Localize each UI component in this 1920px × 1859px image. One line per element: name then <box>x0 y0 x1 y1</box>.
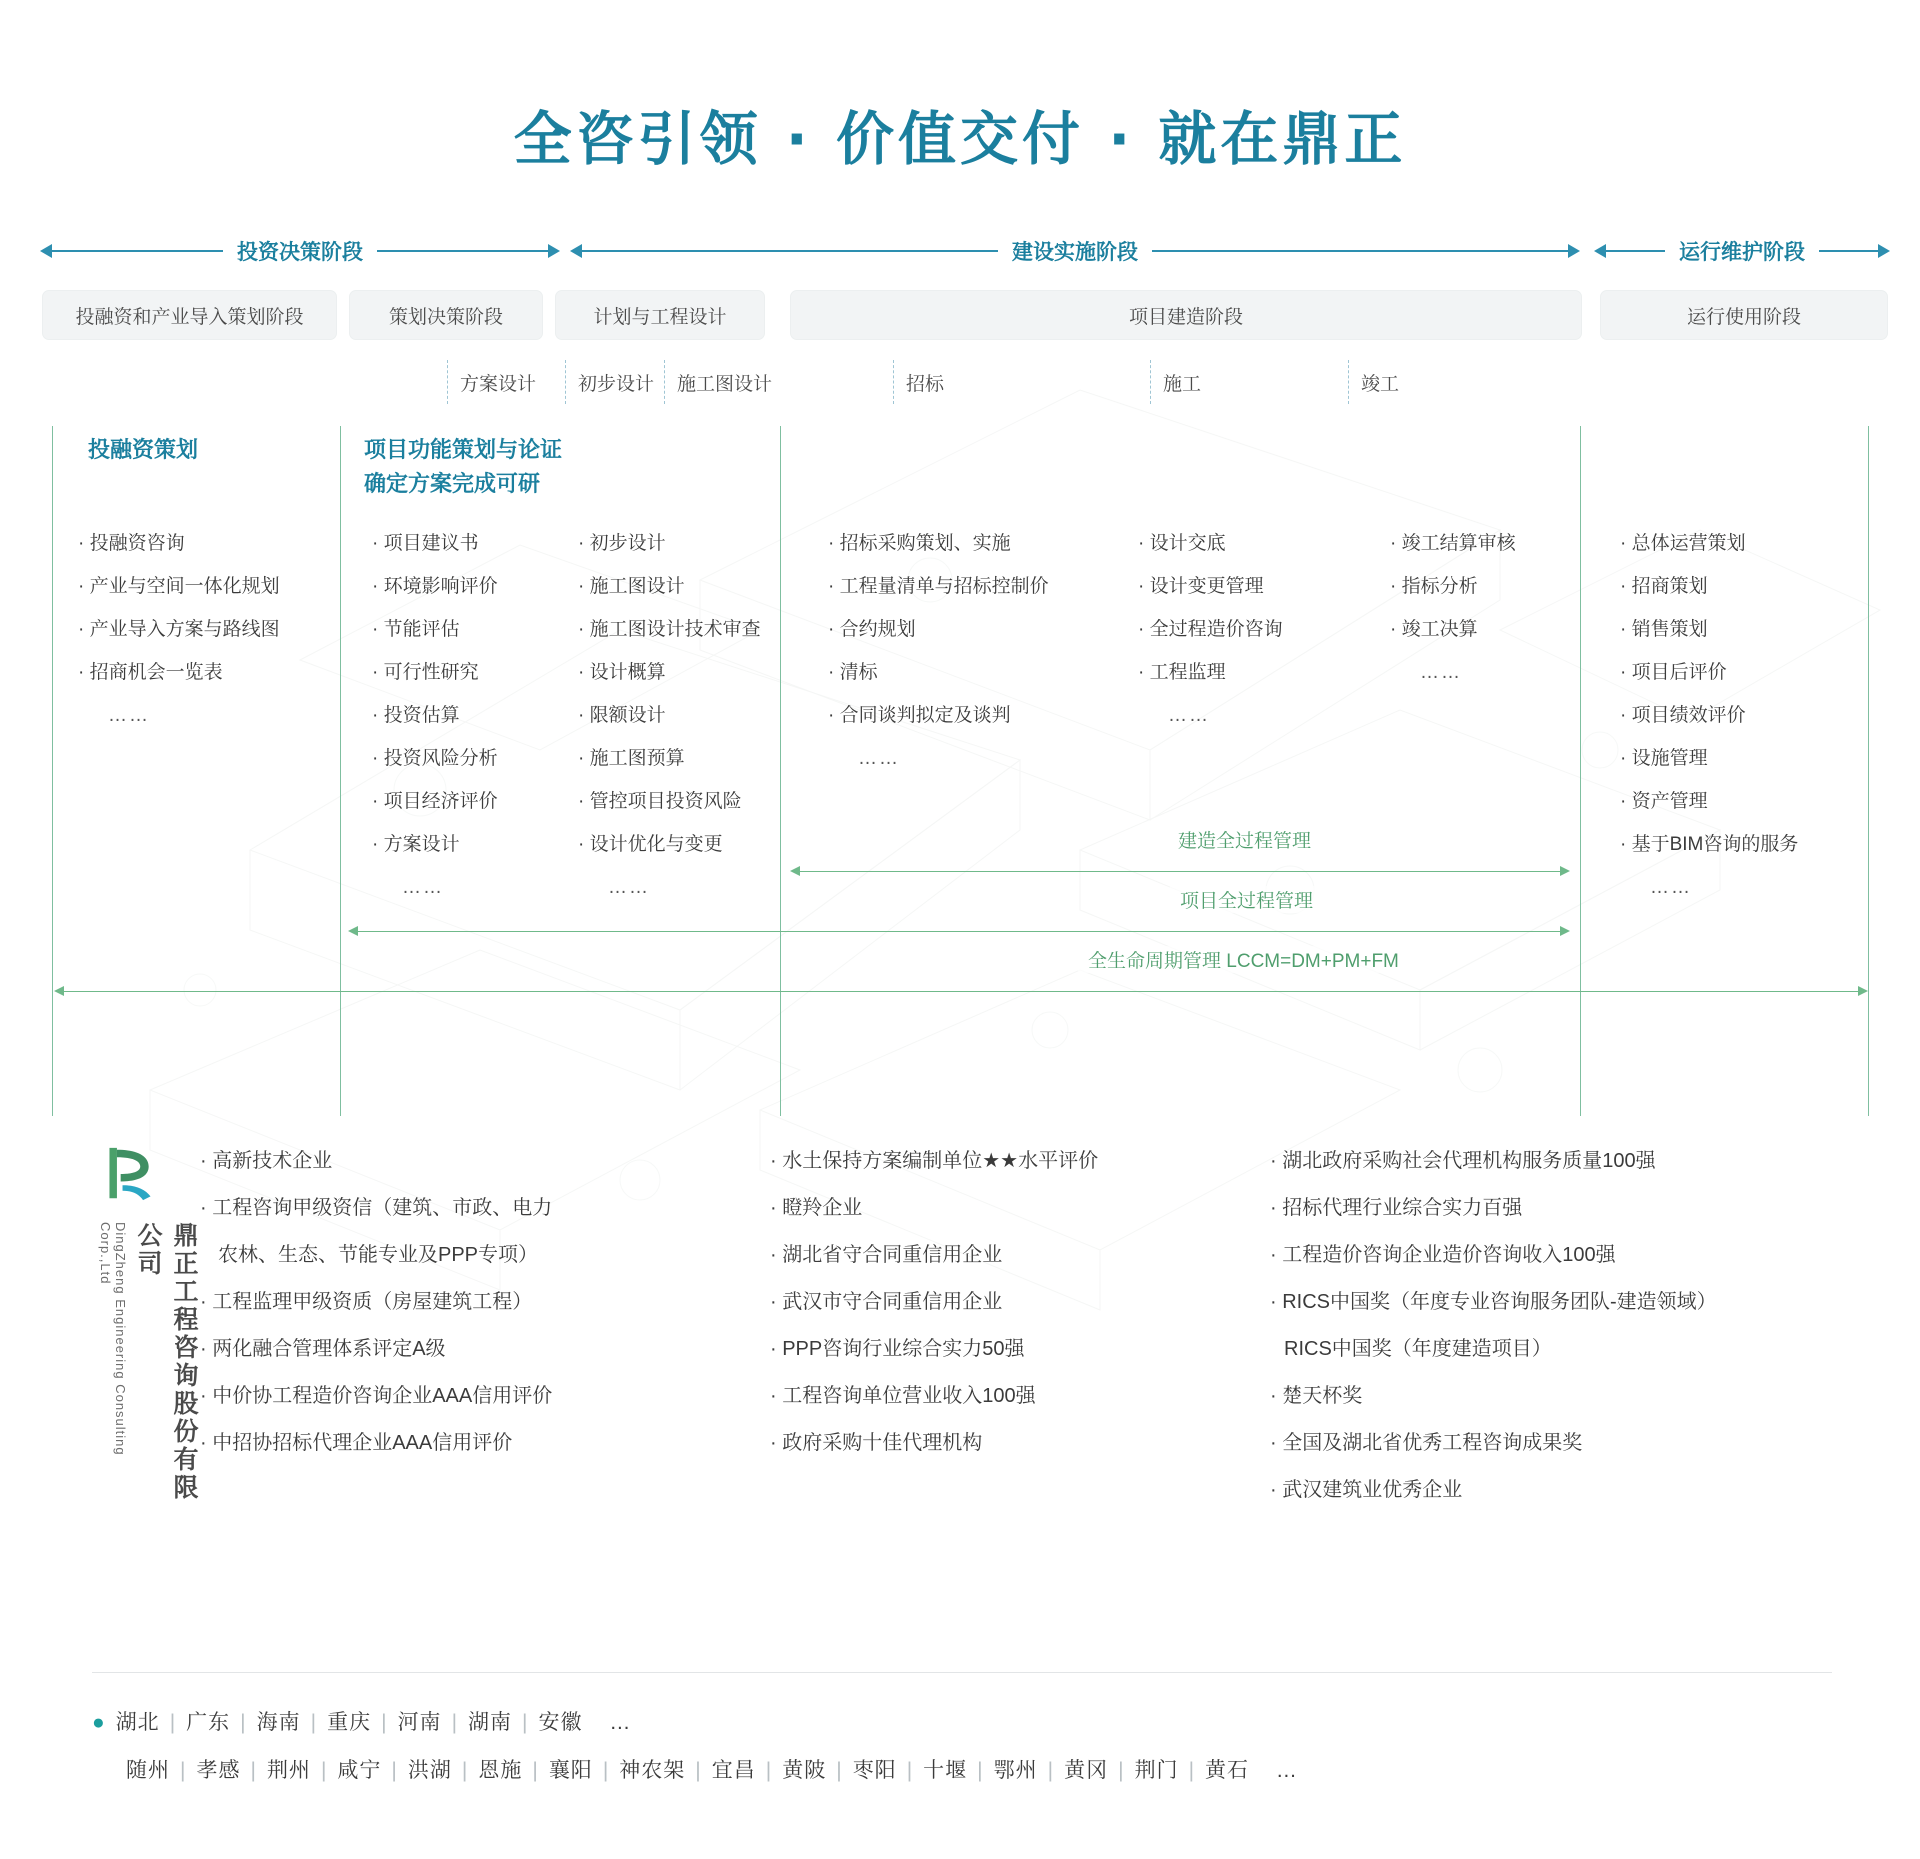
list-item: · 产业导入方案与路线图 <box>78 608 328 651</box>
province: 安徽 <box>538 1711 583 1734</box>
list-item: · 全过程造价咨询 <box>1138 608 1368 651</box>
phase-arrow-construction <box>570 234 1580 268</box>
list-item: · 全国及湖北省优秀工程咨询成果奖 <box>1270 1420 1890 1467</box>
column-items-construction <box>1138 522 1368 737</box>
arrow-line <box>582 250 998 252</box>
list-item: · 环境影响评价 <box>372 565 562 608</box>
substage-scheme-design[interactable] <box>447 360 536 404</box>
phase-arrow-investment <box>40 234 560 268</box>
arrow-right-cap-icon <box>1560 866 1570 876</box>
logo-mark-icon <box>102 1144 158 1204</box>
column-head-text: 投融资策划 <box>88 438 199 463</box>
list-item: · 瞪羚企业 <box>770 1185 1190 1232</box>
list-item: · 设计变更管理 <box>1138 565 1368 608</box>
list-item: · 合约规划 <box>828 608 1098 651</box>
separator: | <box>1118 1759 1125 1782</box>
list-item: · 基于BIM咨询的服务 <box>1620 823 1870 866</box>
footer-provinces <box>92 1699 1832 1747</box>
column-items-investment-planning <box>78 522 328 737</box>
stage-box-investment-financing[interactable] <box>42 290 337 340</box>
province-more: … <box>609 1711 632 1734</box>
arrow-line <box>1819 250 1878 252</box>
arrow-left-cap-icon <box>790 866 800 876</box>
list-item: · 湖北省守合同重信用企业 <box>770 1232 1190 1279</box>
list-item: · 楚天杯奖 <box>1270 1373 1890 1420</box>
city: 鄂州 <box>993 1759 1038 1782</box>
list-item: · 武汉建筑业优秀企业 <box>1270 1467 1890 1514</box>
arrow-left-cap-icon <box>570 244 582 258</box>
separator: | <box>250 1759 257 1782</box>
list-item: · 招标代理行业综合实力百强 <box>1270 1185 1890 1232</box>
arrow-left-cap-icon <box>1594 244 1606 258</box>
column-head-function-planning <box>364 434 562 502</box>
list-item: · 中价协工程造价咨询企业AAA信用评价 <box>200 1373 620 1420</box>
arrow-right-cap-icon <box>1858 986 1868 996</box>
stage-box-row <box>0 290 1920 346</box>
list-item: · 施工图预算 <box>578 737 788 780</box>
arrow-left-cap-icon <box>348 926 358 936</box>
list-item: · 设计交底 <box>1138 522 1368 565</box>
list-item: · 可行性研究 <box>372 651 562 694</box>
ellipsis: …… <box>402 877 444 898</box>
arrow-line <box>358 931 1560 932</box>
separator: | <box>1188 1759 1196 1782</box>
list-item: · 招商机会一览表 <box>78 651 328 694</box>
substage-label: 初步设计 <box>578 373 655 395</box>
city: 襄阳 <box>548 1759 593 1782</box>
arrow-line <box>64 991 1858 992</box>
list-item: · 施工图设计 <box>578 565 788 608</box>
city: 枣阳 <box>852 1759 897 1782</box>
stage-box-operation-use[interactable] <box>1600 290 1888 340</box>
phase-label: 建设实施阶段 <box>1012 240 1138 264</box>
list-item: · 投融资咨询 <box>78 522 328 565</box>
arrow-right-cap-icon <box>1568 244 1580 258</box>
column-head-investment-planning <box>88 434 198 468</box>
ellipsis: …… <box>1650 877 1692 898</box>
province: 广东 <box>186 1711 231 1734</box>
mgmt-label-construction-process: 建造全过程管理 <box>1168 826 1321 853</box>
stage-box-project-construction[interactable] <box>790 290 1582 340</box>
arrow-right-cap-icon <box>548 244 560 258</box>
footer <box>92 1672 1832 1795</box>
substage-label: 竣工 <box>1361 373 1400 395</box>
separator: | <box>381 1711 388 1734</box>
substage-construction[interactable] <box>1150 360 1201 404</box>
list-item: · 竣工决算 <box>1390 608 1590 651</box>
city: 孝感 <box>196 1759 241 1782</box>
city: 十堰 <box>923 1759 968 1782</box>
substage-completion[interactable] <box>1348 360 1399 404</box>
arrow-line <box>377 250 548 252</box>
separator: | <box>522 1711 529 1734</box>
list-item: · 限额设计 <box>578 694 788 737</box>
separator: | <box>310 1711 318 1734</box>
arrow-line <box>1152 250 1568 252</box>
city: 黄冈 <box>1064 1759 1109 1782</box>
substage-row <box>0 358 1920 420</box>
credentials-column-3 <box>1270 1138 1890 1514</box>
list-item: · 节能评估 <box>372 608 562 651</box>
separator: | <box>1047 1759 1055 1782</box>
separator: | <box>836 1759 843 1782</box>
separator: | <box>461 1759 469 1782</box>
phase-arrow-operation <box>1594 234 1890 268</box>
list-item: · 产业与空间一体化规划 <box>78 565 328 608</box>
list-item: · 项目经济评价 <box>372 780 562 823</box>
city: 宜昌 <box>711 1759 756 1782</box>
list-item: · 湖北政府采购社会代理机构服务质量100强 <box>1270 1138 1890 1185</box>
matrix-divider-left <box>52 426 53 1116</box>
arrow-line <box>1606 250 1665 252</box>
mgmt-label-lifecycle: 全生命周期管理 LCCM=DM+PM+FM <box>1078 946 1409 973</box>
separator: | <box>240 1711 247 1734</box>
stage-label: 计划与工程设计 <box>593 306 727 328</box>
credentials-column-2 <box>770 1138 1190 1467</box>
list-item: · 招商策划 <box>1620 565 1870 608</box>
mgmt-arrow-project-process <box>348 926 1570 936</box>
separator <box>583 1711 610 1734</box>
list-item: · 管控项目投资风险 <box>578 780 788 823</box>
province: 河南 <box>397 1711 442 1734</box>
separator: | <box>391 1759 398 1782</box>
city: 随州 <box>126 1759 170 1782</box>
arrow-line <box>52 250 223 252</box>
arrow-left-cap-icon <box>54 986 64 996</box>
list-item: 农林、生态、节能专业及PPP专项） <box>218 1244 539 1266</box>
mgmt-arrow-construction-process <box>790 866 1570 876</box>
list-item: · PPP咨询行业综合实力50强 <box>770 1326 1190 1373</box>
substage-bidding[interactable] <box>893 360 944 404</box>
province: 海南 <box>256 1711 301 1734</box>
separator: | <box>320 1759 328 1782</box>
list-item: · 两化融合管理体系评定A级 <box>200 1326 620 1373</box>
ellipsis: …… <box>858 748 900 769</box>
city: 荆门 <box>1134 1759 1179 1782</box>
separator: | <box>451 1711 459 1734</box>
substage-label: 施工图设计 <box>677 373 773 395</box>
list-item: · 项目后评价 <box>1620 651 1870 694</box>
separator: | <box>695 1759 702 1782</box>
list-item: · 资产管理 <box>1620 780 1870 823</box>
list-item: · 工程量清单与招标控制价 <box>828 565 1098 608</box>
city: 洪湖 <box>407 1759 452 1782</box>
list-item: · 政府采购十佳代理机构 <box>770 1420 1190 1467</box>
separator: | <box>169 1711 177 1734</box>
province: 湖北 <box>115 1711 160 1734</box>
stage-label: 运行使用阶段 <box>1686 306 1801 328</box>
list-item: · RICS中国奖（年度专业咨询服务团队-建造领域） <box>1270 1279 1890 1326</box>
page-title: 全咨引领 · 价值交付 · 就在鼎正 <box>513 105 1407 173</box>
list-item: · 总体运营策划 <box>1620 522 1870 565</box>
list-item: · 中招协招标代理企业AAA信用评价 <box>200 1420 620 1467</box>
list-item: · 合同谈判拟定及谈判 <box>828 694 1098 737</box>
service-matrix <box>0 426 1920 1116</box>
list-item: · 工程咨询甲级资信（建筑、市政、电力 <box>200 1185 620 1232</box>
substage-label: 施工 <box>1163 373 1202 395</box>
company-name-en: DingZheng Engineering Consulting Corp.,Ltd <box>98 1222 128 1456</box>
separator: | <box>602 1759 610 1782</box>
column-head-line1: 项目功能策划与论证 <box>364 438 563 463</box>
list-item: · 工程监理 <box>1138 651 1368 694</box>
credentials-section <box>0 1134 1920 1554</box>
arrow-right-cap-icon <box>1560 926 1570 936</box>
list-item: · 设计概算 <box>578 651 788 694</box>
separator: | <box>765 1759 773 1782</box>
list-item: · 施工图设计技术审查 <box>578 608 788 651</box>
stage-label: 项目建造阶段 <box>1128 306 1243 328</box>
list-item: · 高新技术企业 <box>200 1138 620 1185</box>
column-items-operation <box>1620 522 1870 909</box>
separator <box>1249 1759 1276 1782</box>
list-item: · 设计优化与变更 <box>578 823 788 866</box>
stage-box-plan-design[interactable] <box>555 290 765 340</box>
substage-label: 方案设计 <box>460 373 537 395</box>
city: 恩施 <box>478 1759 523 1782</box>
separator: | <box>180 1759 187 1782</box>
mgmt-label-project-process: 项目全过程管理 <box>1170 886 1323 913</box>
ellipsis: …… <box>608 877 650 898</box>
substage-preliminary-design[interactable] <box>565 360 654 404</box>
substage-label: 招标 <box>906 373 945 395</box>
ellipsis: …… <box>1420 662 1462 683</box>
arrow-right-cap-icon <box>1878 244 1890 258</box>
list-item: · 水土保持方案编制单位★★水平评价 <box>770 1138 1190 1185</box>
list-item: · 竣工结算审核 <box>1390 522 1590 565</box>
footer-cities <box>92 1747 1832 1795</box>
stage-label: 策划决策阶段 <box>388 306 503 328</box>
list-item: · 指标分析 <box>1390 565 1590 608</box>
phase-label: 运行维护阶段 <box>1679 240 1805 264</box>
city-more: … <box>1275 1759 1298 1782</box>
list-item: · 清标 <box>828 651 1098 694</box>
city: 黄陂 <box>782 1759 827 1782</box>
list-item: · 投资风险分析 <box>372 737 562 780</box>
column-items-bidding <box>828 522 1098 780</box>
city: 荆州 <box>266 1759 311 1782</box>
ellipsis: …… <box>1168 705 1210 726</box>
matrix-divider-1 <box>340 426 341 1116</box>
list-item: · 武汉市守合同重信用企业 <box>770 1279 1190 1326</box>
list-item: RICS中国奖（年度建造项目） <box>1284 1338 1552 1360</box>
column-head-line2: 确定方案完成可研 <box>364 472 541 497</box>
phase-label: 投资决策阶段 <box>237 240 363 264</box>
stage-label: 投融资和产业导入策划阶段 <box>75 306 304 328</box>
phase-arrow-row <box>0 234 1920 274</box>
separator: | <box>906 1759 914 1782</box>
arrow-left-cap-icon <box>40 244 52 258</box>
mgmt-arrow-lifecycle <box>54 986 1868 996</box>
credentials-column-1 <box>200 1138 620 1467</box>
stage-box-planning-decision[interactable] <box>349 290 543 340</box>
province: 湖南 <box>468 1711 513 1734</box>
column-items-completion <box>1390 522 1590 694</box>
list-item: · 投资估算 <box>372 694 562 737</box>
arrow-line <box>800 871 1560 872</box>
list-item: · 项目建议书 <box>372 522 562 565</box>
city: 神农架 <box>619 1759 686 1782</box>
location-pin-icon: ● <box>92 1711 106 1734</box>
city: 黄石 <box>1205 1759 1250 1782</box>
province: 重庆 <box>327 1711 372 1734</box>
company-name-cn: 鼎正工程咨询股份有限公司 <box>134 1222 199 1502</box>
list-item: · 初步设计 <box>578 522 788 565</box>
company-logo <box>92 1144 199 1502</box>
substage-construction-drawing-design[interactable] <box>664 360 772 404</box>
column-items-function-planning <box>372 522 562 909</box>
list-item: · 招标采购策划、实施 <box>828 522 1098 565</box>
city: 咸宁 <box>337 1759 382 1782</box>
separator: | <box>532 1759 539 1782</box>
list-item: · 项目绩效评价 <box>1620 694 1870 737</box>
list-item: · 设施管理 <box>1620 737 1870 780</box>
column-items-design <box>578 522 788 909</box>
list-item: · 工程咨询单位营业收入100强 <box>770 1373 1190 1420</box>
list-item: · 销售策划 <box>1620 608 1870 651</box>
ellipsis: …… <box>108 705 150 726</box>
separator: | <box>977 1759 984 1782</box>
list-item: · 工程监理甲级资质（房屋建筑工程） <box>200 1279 620 1326</box>
list-item: · 工程造价咨询企业造价咨询收入100强 <box>1270 1232 1890 1279</box>
list-item: · 方案设计 <box>372 823 562 866</box>
